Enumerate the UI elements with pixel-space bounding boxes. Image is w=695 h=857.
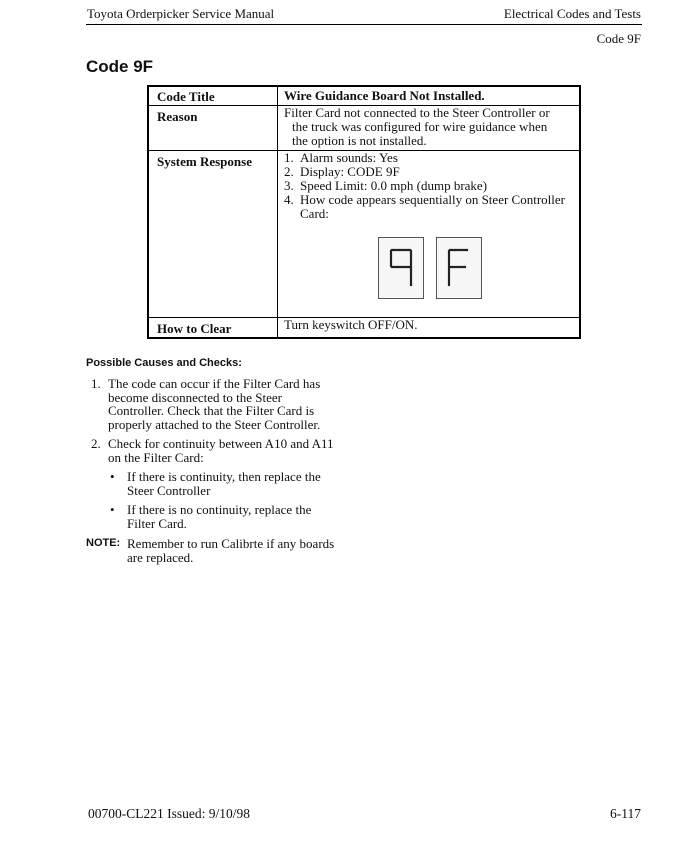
bullet-icon: • xyxy=(110,469,115,484)
digit-9-glyph xyxy=(379,238,423,298)
header-divider xyxy=(86,24,642,25)
reason-line: Filter Card not connected to the Steer Controller or xyxy=(284,105,550,120)
header-code-label: Code 9F xyxy=(596,31,641,46)
header-manual-title: Toyota Orderpicker Service Manual xyxy=(87,6,275,21)
cause-bullet: • If there is continuity, then replace the Steer Controller xyxy=(110,469,321,498)
table-row-system-response xyxy=(149,150,579,318)
causes-list xyxy=(91,377,371,536)
cause-item: 1. The code can occur if the Filter Card has become disconnected to the Steer Controller. Check that the Filter Card is properly attached to the Steer Controller. xyxy=(91,376,321,432)
code-title-label: Code Title xyxy=(157,89,215,104)
table-row-code-title xyxy=(149,87,579,106)
table-row-reason xyxy=(149,105,579,151)
reason-line: the option is not installed. xyxy=(292,133,427,148)
cause-item: 2. Check for continuity between A10 and A11 on the Filter Card: • If there is continuity, then replace the Steer Controller • If there is no continuity, replace the Filter Card. xyxy=(91,437,371,530)
display-digit-9 xyxy=(378,237,424,299)
system-response-label: System Response xyxy=(157,154,252,169)
footer-page-number: 6-117 xyxy=(610,806,641,821)
causes-title: Possible Causes and Checks: xyxy=(86,357,242,369)
bullet-icon: • xyxy=(110,502,115,517)
system-response-item: 1. Alarm sounds: Yes xyxy=(284,150,398,165)
digit-F-glyph xyxy=(437,238,481,298)
table-row-how-to-clear xyxy=(149,317,579,337)
display-digit-F xyxy=(436,237,482,299)
system-response-list xyxy=(284,151,573,221)
how-to-clear-value: Turn keyswitch OFF/ON. xyxy=(284,317,418,332)
system-response-item: 4. How code appears sequentially on Steer Controller Card: xyxy=(284,192,565,221)
code-title-value: Wire Guidance Board Not Installed. xyxy=(284,88,485,103)
code-table xyxy=(147,85,581,339)
note xyxy=(86,537,386,564)
system-response-item: 2. Display: CODE 9F xyxy=(284,164,400,179)
header-section-title: Electrical Codes and Tests xyxy=(503,6,641,21)
cause-bullets xyxy=(108,470,371,530)
page-title: Code 9F xyxy=(86,57,154,76)
reason-text xyxy=(284,106,573,148)
footer-doc-id: 00700-CL221 Issued: 9/10/98 xyxy=(88,806,250,821)
how-to-clear-label: How to Clear xyxy=(157,321,232,336)
note-label: NOTE: xyxy=(86,537,121,549)
reason-line: the truck was configured for wire guidance when xyxy=(292,119,548,134)
cause-bullet: • If there is no continuity, replace the Filter Card. xyxy=(110,502,312,531)
system-response-item: 3. Speed Limit: 0.0 mph (dump brake) xyxy=(284,178,488,193)
reason-label: Reason xyxy=(157,109,198,124)
note-text: Remember to run Calibrte if any boards are replaced. xyxy=(127,536,335,565)
